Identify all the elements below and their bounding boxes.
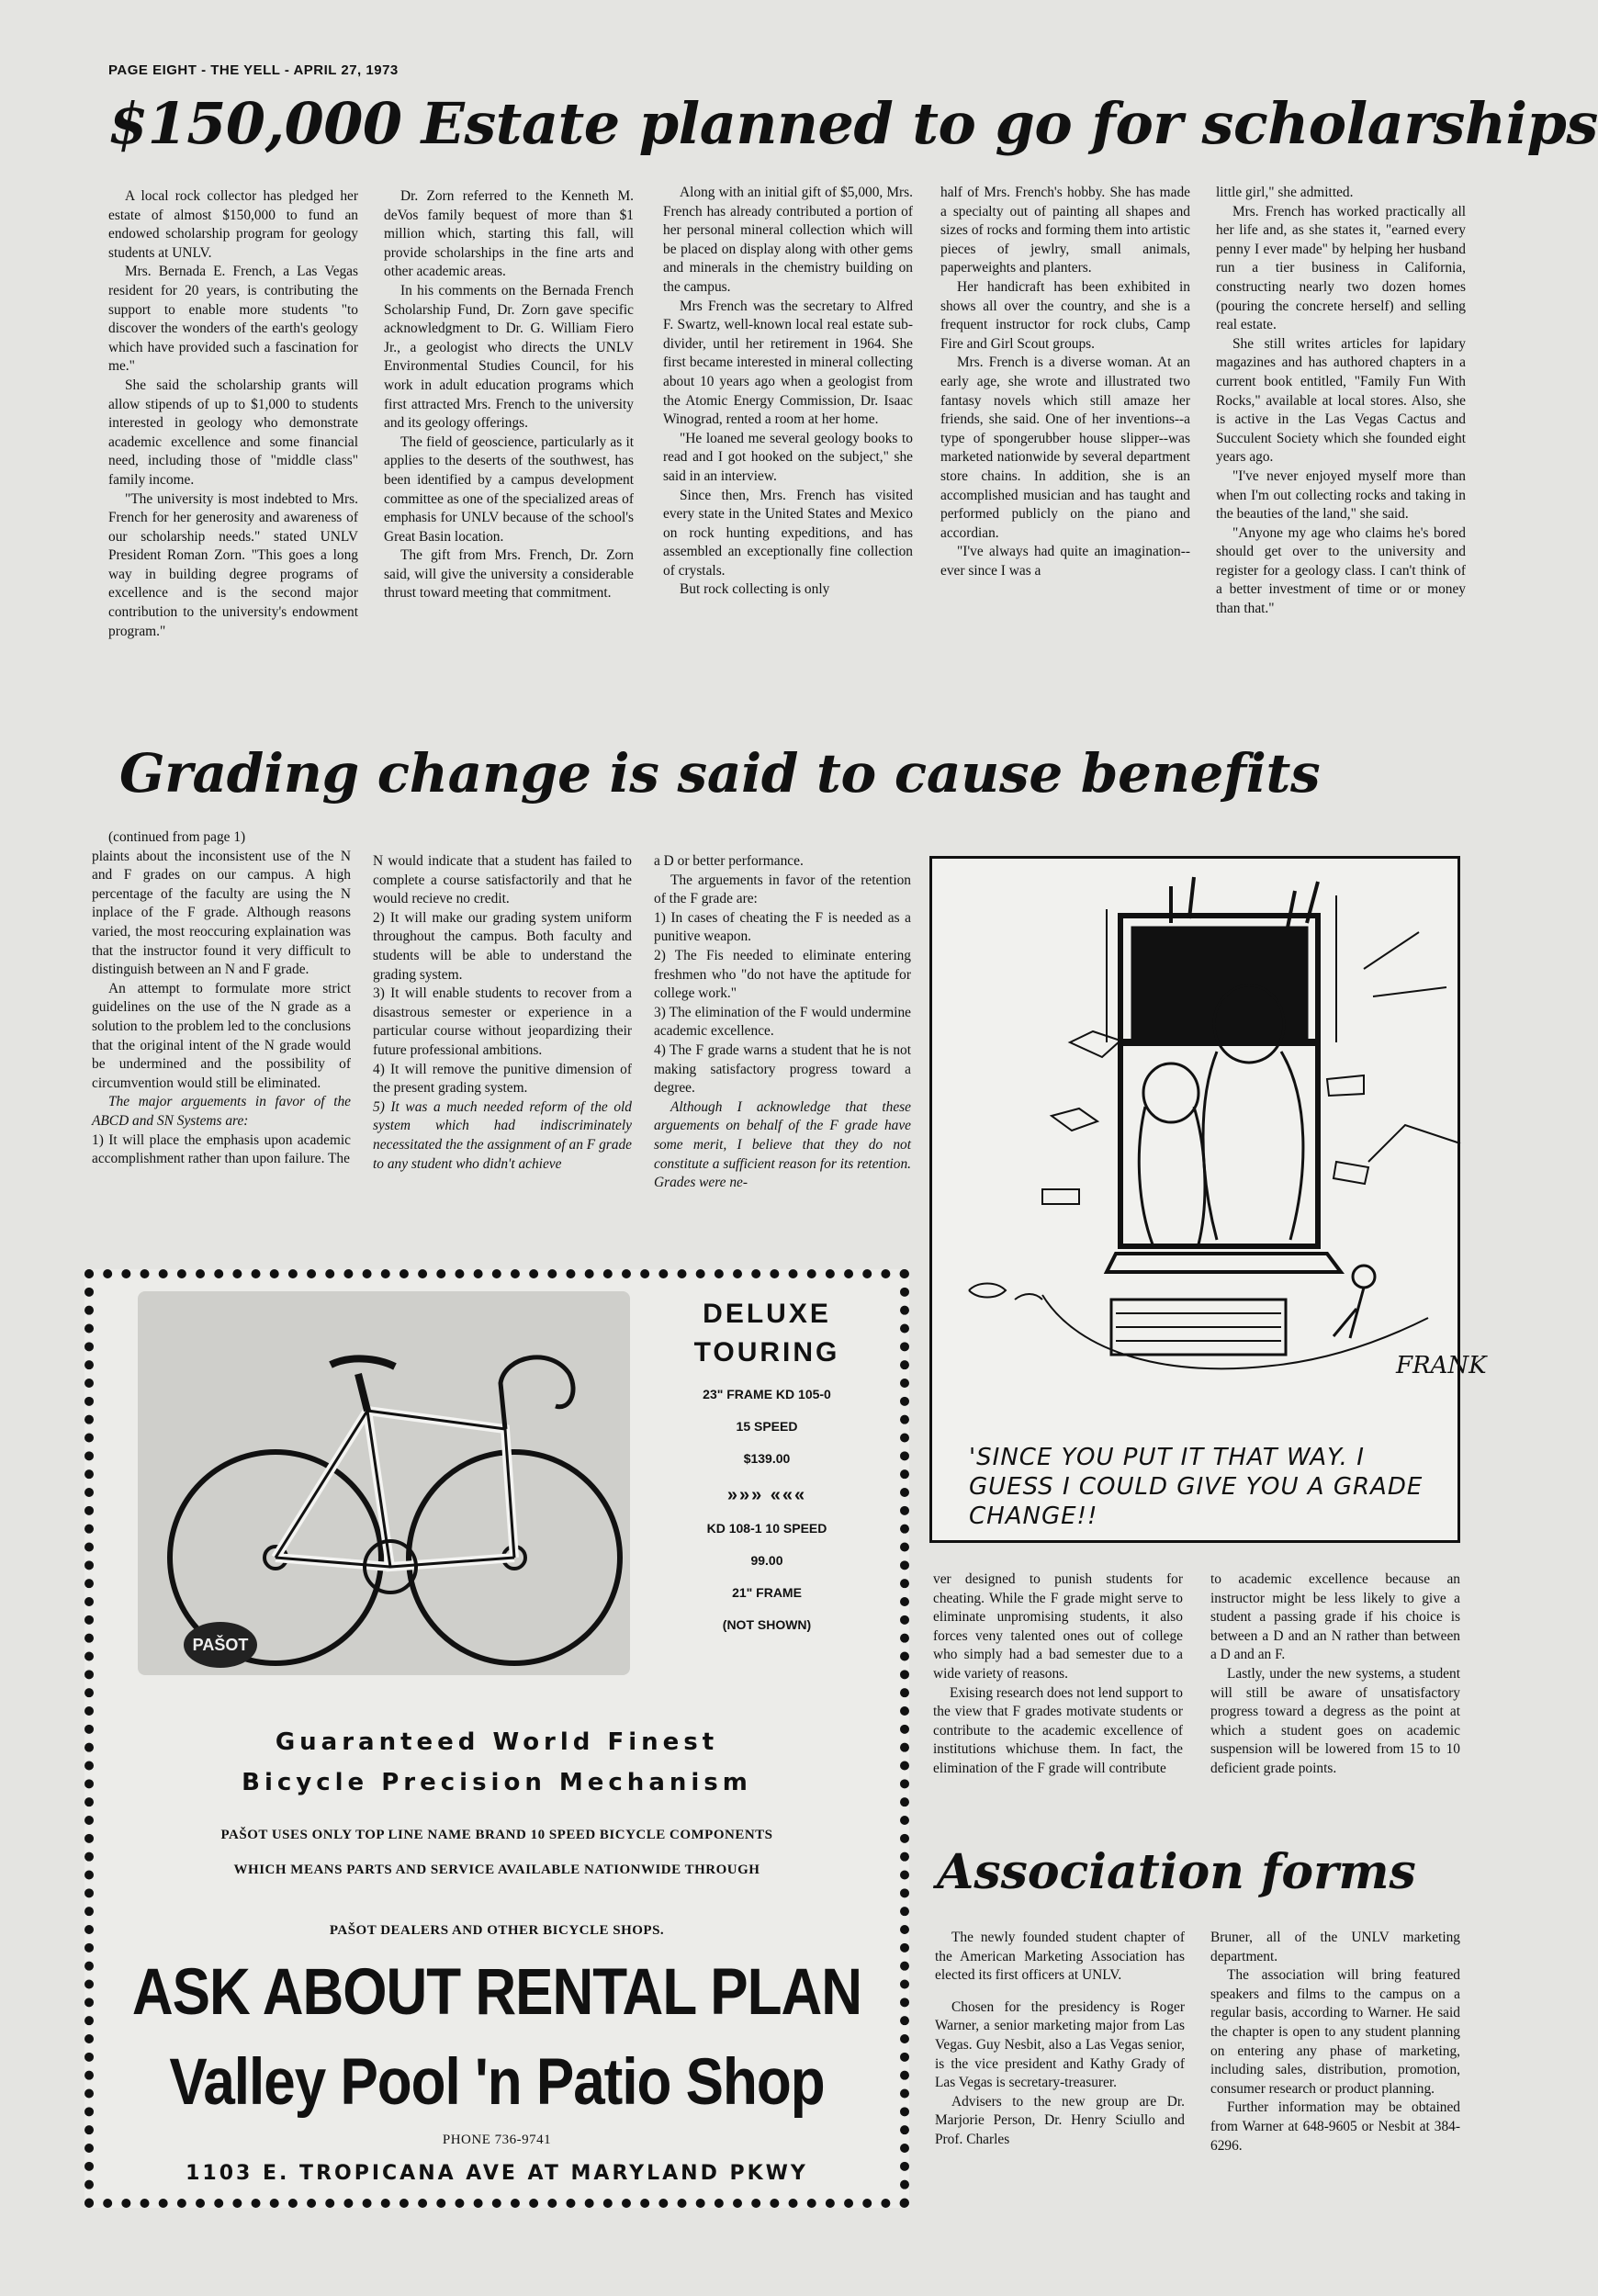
ad-copy-line-3: PAŠOT DEALERS AND OTHER BICYCLE SHOPS.: [329, 1923, 665, 1938]
guarantee-line-1: Guaranteed World Finest: [275, 1728, 719, 1756]
paragraph: 2) It will make our grading system uniform throughout the campus. Both faculty and students will be able to understand the grading system.: [373, 909, 632, 983]
grading-column-4: [933, 1570, 1183, 1779]
cartoon-drawing: [932, 859, 1487, 1540]
shop-address: 1103 E. TROPICANA AVE AT MARYLAND PKWY: [186, 2162, 808, 2185]
paragraph: The association will bring featured speakers and films to the campus on a regular basis, according to Warner. He said the chapter is open to any student planning on entering any phase of marketing, including sales, distribution, promotion, consumer research or product planning.: [1210, 1967, 1460, 2097]
rental-plan-heading: ASK ABOUT RENTAL PLAN: [131, 1955, 862, 2030]
paragraph: 4) It will remove the punitive dimension of the present grading system.: [373, 1061, 632, 1097]
not-shown-note: (NOT SHOWN): [722, 1617, 812, 1632]
paragraph: Mrs French was the secretary to Alfred F. Swartz, well-known local real estate sub-divider, until her retirement in 1964. She first became interested in mineral collecting about 10 years ago when a geologist from the Atomic Energy Commission, Dr. Isaac Winograd, rented a room at her home.: [663, 298, 913, 428]
paragraph: 1) It will place the emphasis upon academic accomplishment rather than upon failure. The: [92, 1131, 351, 1167]
paragraph: Although I acknowledge that these arguements on behalf of the F grade have some merit, I believe that they do not constitute a sufficient reason for its retention. Grades were ne-: [654, 1098, 911, 1191]
scholarship-column-2: [384, 187, 634, 603]
paragraph: She still writes articles for lapidary magazines and has authored chapters in a current book entitled, "Family Fun With Rocks," available at local stores. Also, she is active in the Las Vegas Cactus and Succulent Society which she founded eight years ago.: [1216, 335, 1466, 466]
grading-headline: Grading change is said to cause benefits: [119, 742, 1321, 805]
paragraph: little girl," she admitted.: [1216, 185, 1354, 200]
paragraph: 2) The Fis needed to eliminate entering freshmen who "do not have the aptitude for college work.": [654, 947, 911, 1002]
paragraph: The major arguements in favor of the ABCD and SN Systems are:: [92, 1094, 351, 1129]
cartoonist-signature: FRANK: [1396, 1352, 1487, 1379]
paragraph: Exising research does not lend support to the view that F grades motivate students or contribute to the academic excellence of institutions whichuse them. In fact, the elimination of the F grade will contribute: [933, 1684, 1183, 1776]
grading-column-1: [92, 828, 351, 1169]
paragraph: "Anyone my age who claims he's bored should get over to the university and register for a geology class. I can't think of a better investment of time or or money than that.": [1216, 524, 1466, 617]
paragraph: N would indicate that a student has failed to complete a course satisfactorily and that he would recieve no credit.: [373, 853, 632, 907]
grading-column-2: [373, 852, 632, 1174]
price-1: $139.00: [743, 1451, 791, 1466]
model-2: KD 108-1 10 SPEED: [706, 1521, 827, 1536]
paragraph: a D or better performance.: [654, 853, 804, 869]
scholarship-column-3: [663, 184, 913, 600]
paragraph: plaints about the inconsistent use of the N and F grades on our campus. A high percentage of the faculty are using the N inplace of the F grade. Although reasons varied, the most reoccuring explaination was that the instructor found it very difficult to distinguish between an N and F grade.: [92, 848, 351, 978]
paragraph: "The university is most indebted to Mrs. French for her generosity and awareness of our scholarship needs." stated UNLV President Roman Zorn. "This goes a long way in building degree programs of excellence and is the second major contribution to the university's endowment program.": [108, 490, 358, 639]
ad-title-line-1: DELUXE: [703, 1299, 831, 1329]
paragraph: 3) It will enable students to recover from a disastrous semester or experience in a particular course without jeopardizing their future professional ambitions.: [373, 985, 632, 1058]
scholarship-column-5: [1216, 184, 1466, 619]
page-folio: PAGE EIGHT - THE YELL - APRIL 27, 1973: [108, 62, 399, 78]
grading-column-5: [1210, 1570, 1460, 1779]
shop-phone: PHONE 736-9741: [442, 2133, 552, 2147]
paragraph: The arguements in favor of the retention of the F grade are:: [654, 872, 911, 907]
paragraph: Dr. Zorn referred to the Kenneth M. deVos family bequest of more than $1 million which, starting this fall, will provide scholarships in the fine arts and other academic areas.: [384, 188, 634, 280]
paragraph: 4) The F grade warns a student that he is not making satisfactory progress toward a degree.: [654, 1041, 911, 1097]
cartoon-caption: 'SINCE YOU PUT IT THAT WAY. I GUESS I COULD GIVE YOU A GRADE CHANGE!!: [969, 1444, 1424, 1530]
bicycle-advertisement: [84, 1269, 909, 2208]
paragraph: Mrs. French has worked practically all her life and, as she states it, "earned every penny I ever made" by helping her husband run a tier business in California, constructing nearly two dozen homes (pouring the concrete herself) and selling real estate.: [1216, 203, 1466, 333]
paragraph: 3) The elimination of the F would undermine academic excellence.: [654, 1004, 911, 1040]
paragraph: "I've never enjoyed myself more than when I'm out collecting rocks and taking in the beauties of the land," she said.: [1216, 467, 1466, 523]
paragraph: In his comments on the Bernada French Scholarship Fund, Dr. Zorn gave specific acknowledgment to Dr. G. William Fiero Jr., a geologist who directs the UNLV Environmental Studies Council, for his work in adult education programs which first attracted Mrs. French to the university and its geology offerings.: [384, 282, 634, 432]
ad-title-line-2: TOURING: [693, 1337, 840, 1367]
ad-pricing: [636, 1295, 898, 1635]
paragraph: Her handicraft has been exhibited in shows all over the country, and she is a frequent instructor for rock clubs, Camp Fire and Girl Scout groups.: [940, 278, 1190, 352]
association-column-1: [935, 1929, 1185, 2150]
ad-copy-line-2: WHICH MEANS PARTS AND SERVICE AVAILABLE NATIONWIDE THROUGH: [233, 1863, 760, 1877]
scholarship-column-1: [108, 187, 358, 641]
model-1: 23" FRAME KD 105-0: [703, 1387, 831, 1401]
paragraph: Lastly, under the new systems, a student will still be aware of unsatisfactory progress toward a degress as the point at which a student goes on academic suspension will be lowered from 15 to 10 deficient grade points.: [1210, 1665, 1460, 1776]
bicycle-illustration: [138, 1291, 630, 1675]
bicycle-photo: [138, 1291, 630, 1675]
paragraph: to academic excellence because an instructor might be less likely to give a student a passing grade if his choice is between a D and an N rather than between a D and an F.: [1210, 1571, 1460, 1663]
editorial-cartoon: [929, 856, 1487, 1543]
paragraph: A local rock collector has pledged her estate of almost $150,000 to fund an endowed scholarship program for geology students at UNLV.: [108, 188, 358, 261]
scholarship-column-4: [940, 184, 1190, 580]
paragraph: An attempt to formulate more strict guidelines on the use of the N grade as a solution to the problem led to the conclusions that the original intent of the N grade would be undermined and the possibility of circumvention would still be eliminated.: [92, 980, 351, 1091]
paragraph: Advisers to the new group are Dr. Marjorie Person, Dr. Henry Sciullo and Prof. Charles: [935, 2093, 1185, 2147]
grading-column-3: [654, 852, 911, 1193]
guarantee-line-2: Bicycle Precision Mechanism: [242, 1769, 752, 1796]
paragraph: 1) In cases of cheating the F is needed as a punitive weapon.: [654, 909, 911, 945]
continued-note: (continued from page 1): [108, 829, 246, 845]
association-headline: Association forms: [937, 1844, 1416, 1900]
price-2: 99.00: [750, 1553, 783, 1568]
paragraph: Bruner, all of the UNLV marketing department.: [1210, 1930, 1460, 1964]
frame-2: 21" FRAME: [732, 1585, 802, 1600]
paragraph: 5) It was a much needed reform of the old system which had indiscriminately necessitated the the assignment of an F grade to any student who didn't achieve: [373, 1098, 632, 1172]
paragraph: But rock collecting is only: [680, 581, 830, 598]
paragraph: "I've always had quite an imagination--ever since I was a: [940, 544, 1190, 579]
shop-name: Valley Pool 'n Patio Shop: [169, 2045, 825, 2120]
paragraph: Mrs. French is a diverse woman. At an early age, she wrote and illustrated two fantasy novels which still amaze her friends, she said. One of her inventions--a type of spongerubber house slipper--was marketed nationwide by several department store chains. In addition, she is an accomplished musician and has taught and performed publicly on the piano and accordian.: [940, 355, 1190, 541]
paragraph: ver designed to punish students for cheating. While the F grade might serve to eliminate unpromising students, it also forces veny talented ones out of college who simply had a bad semester due to a wide variety of reasons.: [933, 1571, 1183, 1682]
paragraph: half of Mrs. French's hobby. She has made a specialty out of painting all shapes and sizes of rocks and forming them into artistic pieces of jewlry, small animals, paperweights and planters.: [940, 185, 1190, 276]
paragraph: "He loaned me several geology books to read and I got hooked on the subject," she said in an interview.: [663, 430, 913, 484]
scholarship-headline: $150,000 Estate planned to go for scholarships: [108, 90, 1598, 157]
paragraph: Chosen for the presidency is Roger Warner, a senior marketing major from Las Vegas. Guy Nesbit, also a Las Vegas senior, is the vice president and Kathy Grady of Las Vegas is secretary-treasurer.: [935, 1998, 1185, 2091]
paragraph: The field of geoscience, particularly as it applies to the deserts of the southwest, has been identified by a campus development committee as one of the specialized areas of emphasis for UNLV because of the school's Great Basin location.: [384, 433, 634, 545]
paragraph: She said the scholarship grants will allow stipends of up to $1,000 to students interested in geology who demonstrate academic excellence and some financial need, including those of "middle class" family income.: [108, 377, 358, 488]
speed-1: 15 SPEED: [736, 1419, 798, 1434]
paragraph: Mrs. Bernada E. French, a Las Vegas resident for 20 years, is contributing the support to enable more students "to discover the wonders of the earth's geology which have provided such a fascination for me.": [108, 264, 358, 375]
paragraph: Along with an initial gift of $5,000, Mrs. French has already contributed a portion of her personal mineral collection which will be placed on display along with other gems and minerals in the chemistry building on the campus.: [663, 185, 913, 295]
brand-logo: PAŠOT: [184, 1622, 257, 1668]
arrow-ornament: »»» «««: [726, 1485, 807, 1505]
paragraph: Further information may be obtained from Warner at 648-9605 or Nesbit at 384-6296.: [1210, 2099, 1460, 2154]
paragraph: Since then, Mrs. French has visited every state in the United States and Mexico on rock hunting expeditions, and has assembled an exceptionally fine collection of crystals.: [663, 487, 913, 579]
association-column-2: [1210, 1929, 1460, 2155]
ad-copy-line-1: PAŠOT USES ONLY TOP LINE NAME BRAND 10 SPEED BICYCLE COMPONENTS: [220, 1828, 773, 1842]
paragraph: The newly founded student chapter of the American Marketing Association has elected its first officers at UNLV.: [935, 1930, 1185, 1984]
paragraph: The gift from Mrs. French, Dr. Zorn said, will give the university a considerable thrust toward meeting that commitment.: [384, 547, 634, 602]
